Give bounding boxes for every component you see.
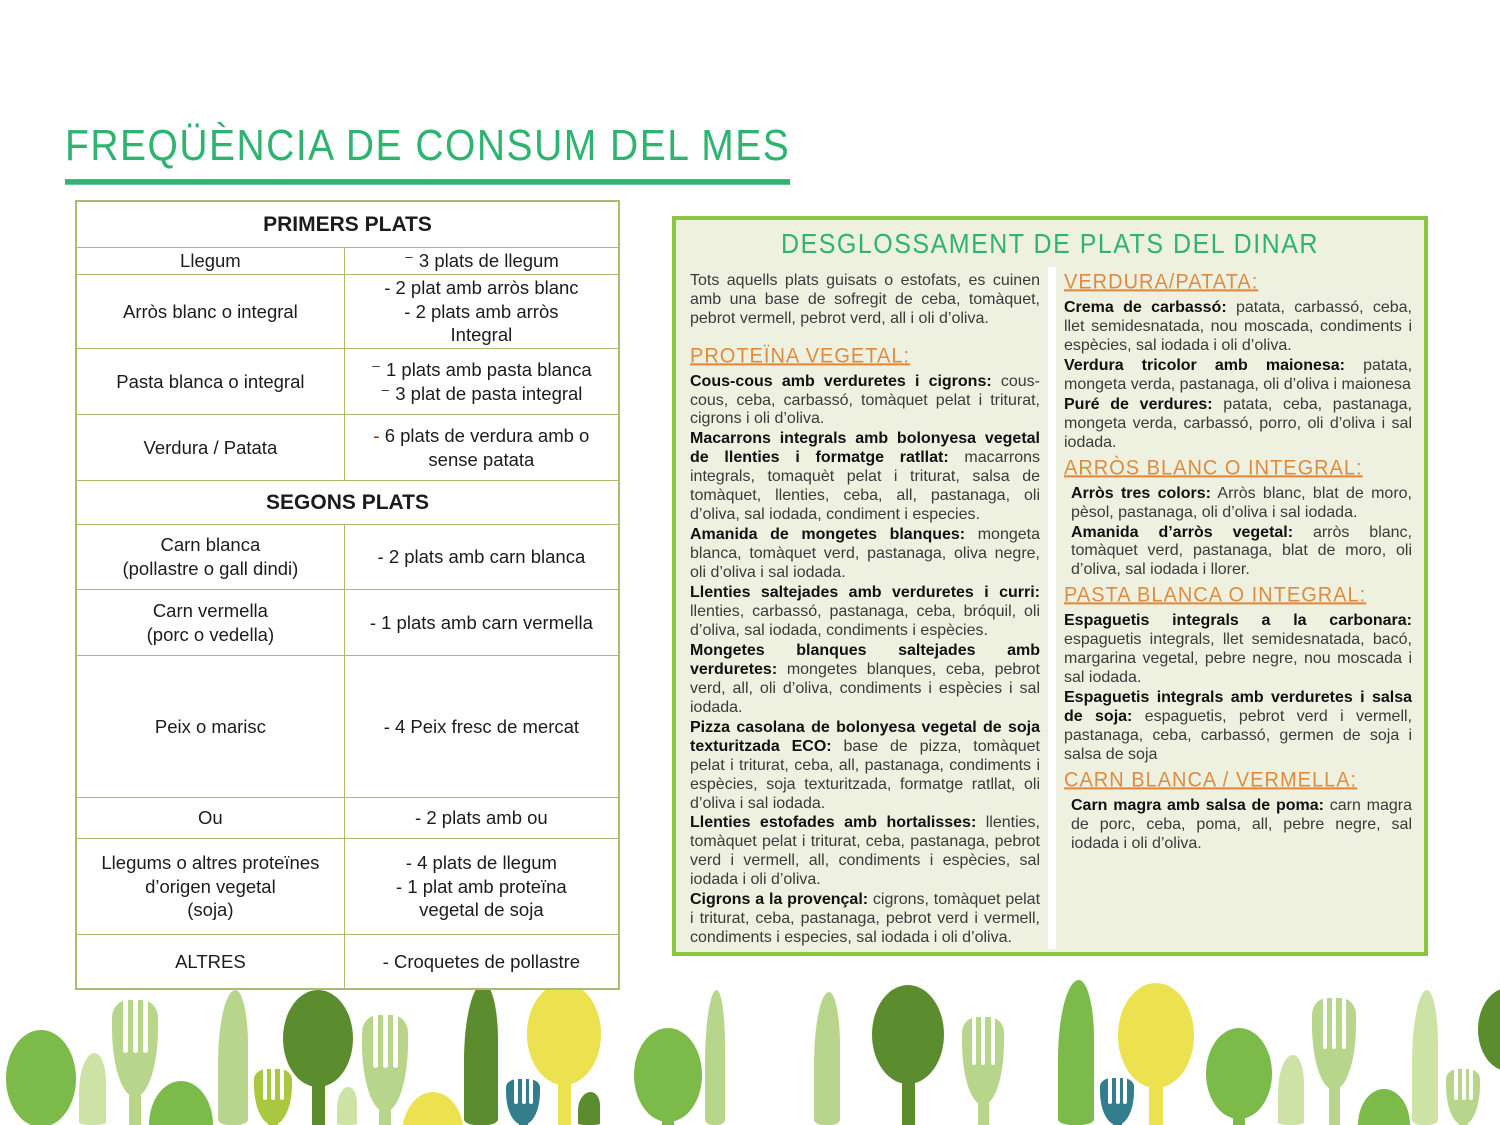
panel-right-blocks <box>1064 271 1412 854</box>
fork-tine-gap <box>1454 1069 1458 1100</box>
item-cell <box>77 248 345 274</box>
fork-handle <box>1329 1084 1340 1125</box>
page-title: FREQÜÈNCIA DE CONSUM DEL MES <box>65 122 790 185</box>
item-line: Peix o marisc <box>154 715 266 737</box>
frequency-cell <box>345 656 618 797</box>
knife-blade <box>1058 980 1094 1125</box>
dish-ingredients: arròs blanc, tomàquet verd, pastanaga, blat de moro, oli d’oliva, sal iodada i llorer. <box>1071 523 1412 579</box>
frequency-line: ⁻ 3 plat de pasta integral <box>380 382 583 404</box>
item-cell <box>77 590 345 655</box>
dish-entry <box>690 584 1040 641</box>
dish-name: Espaguetis integrals amb verduretes i salsa de soja: <box>1064 689 1412 726</box>
frequency-line: ⁻ 1 plats amb pasta blanca <box>371 358 592 380</box>
category-heading: CARN BLANCA / VERMELLA: <box>1064 768 1358 792</box>
dish-ingredients: cigrons, tomàquet pelat i triturat, ceba, pastanaga, pebrot verd i vermell, condiments i especies, sal iodada i oli d’oliva. <box>690 891 1041 947</box>
fork-tine-gap <box>1469 1069 1473 1100</box>
dish-entry <box>690 814 1040 890</box>
spoon-shape <box>1358 1089 1410 1125</box>
fork-tine-gap <box>991 1017 995 1065</box>
panel-title: DESGLOSSAMENT DE PLATS DEL DINAR <box>781 228 1319 260</box>
item-cell <box>77 839 345 934</box>
dish-entry <box>1064 689 1412 765</box>
table-row <box>77 247 618 274</box>
dish-name: Cigrons a la provençal: <box>690 891 869 909</box>
table-row <box>77 589 618 655</box>
dish-name: Mongetes blanques saltejades amb verduretes: <box>690 641 1040 678</box>
spoon-shape <box>872 985 944 1125</box>
frequency-line: Integral <box>450 324 513 346</box>
fork-shape <box>1312 998 1356 1125</box>
frequency-line: - 6 plats de verdura amb o <box>373 424 590 446</box>
red-dash: - <box>373 424 385 446</box>
fork-tine-gap <box>981 1017 985 1065</box>
frequency-line: - 2 plats amb carn blanca <box>377 546 586 568</box>
item-line: (soja) <box>187 899 234 921</box>
fork-tine-gap <box>972 1017 976 1065</box>
dish-ingredients: espaguetis, pebrot verd i vermell, pastanaga, ceba, carbassó, germen de soja i salsa de soja <box>1064 708 1412 764</box>
table-row <box>77 348 618 414</box>
frequency-cell <box>345 590 618 655</box>
item-line: ALTRES <box>175 950 246 972</box>
knife-blade <box>1412 990 1438 1125</box>
knife-shape <box>218 990 248 1125</box>
frequency-cell <box>345 935 618 988</box>
dish-ingredients: carn magra de porc, ceba, poma, all, pebre negre, sal iodada i oli d’oliva. <box>1071 797 1412 852</box>
item-line: (porc o vedella) <box>146 623 275 645</box>
knife-blade <box>79 1053 106 1125</box>
spoon-handle <box>558 1077 571 1125</box>
dish-name: Llenties saltejades amb verduretes i curri: <box>690 584 1040 602</box>
dish-ingredients: patata, mongeta verda, pastanaga, oli d’oliva i maionesa <box>1064 356 1413 393</box>
section-label: PRIMERS PLATS <box>263 212 432 236</box>
fork-tine-gap <box>143 1000 148 1053</box>
spoon-bowl <box>1478 988 1500 1071</box>
dish-name: Llenties estofades amb hortalisses: <box>690 814 977 832</box>
spoon-bowl <box>283 990 353 1087</box>
table-row <box>77 524 618 589</box>
spoon-bowl <box>1118 983 1194 1088</box>
item-line: Arròs blanc o integral <box>122 300 298 322</box>
table-row <box>77 274 618 348</box>
knife-shape <box>578 1092 600 1125</box>
knife-blade <box>464 983 498 1125</box>
fork-shape <box>962 1017 1004 1125</box>
frequency-cell <box>345 415 618 480</box>
item-line: Ou <box>198 807 223 829</box>
spoon-handle <box>662 1114 674 1125</box>
spoon-shape <box>634 1028 702 1125</box>
table-row <box>77 797 618 838</box>
frequency-line: - 1 plats amb carn vermella <box>369 611 593 633</box>
frequency-cell <box>345 275 618 348</box>
item-cell <box>77 349 345 414</box>
dish-entry <box>1064 299 1412 356</box>
knife-shape <box>464 983 498 1125</box>
table-row <box>77 655 618 797</box>
fork-handle <box>129 1091 141 1125</box>
dish-entry <box>1064 357 1412 395</box>
spoon-shape <box>1478 988 1500 1125</box>
dish-ingredients: patata, carbassó, ceba, llet semidesnatada, nou moscada, condiments i espècies, sal iodada i oli d’oliva. <box>1064 299 1412 354</box>
dish-name: Verdura tricolor amb maionesa: <box>1064 356 1345 374</box>
dish-name: Arròs tres colors: <box>1071 484 1211 502</box>
spoon-shape <box>6 1030 76 1125</box>
fork-handle <box>268 1119 278 1125</box>
dish-ingredients: base de pizza, tomàquet pelat i triturat, ceba, all, pastanaga, condiments i espècies, soja texturitzada, formatge ratllat, oli d’oliva i sal iodada. <box>690 737 1040 812</box>
fork-tine-gap <box>271 1069 275 1100</box>
knife-shape <box>705 990 725 1125</box>
dish-ingredients: mongeta blanca, tomàquet verd, pastanaga, oliva negre, oli d’oliva i sal iodada. <box>690 526 1040 582</box>
spoon-shape <box>149 1081 213 1125</box>
fork-tine-gap <box>383 1015 388 1068</box>
spoon-handle <box>1233 1111 1245 1125</box>
knife-shape <box>337 1087 357 1125</box>
fork-tine-gap <box>133 1000 138 1053</box>
fork-tine-gap <box>1462 1069 1466 1100</box>
frequency-table <box>75 200 620 990</box>
fork-tine-gap <box>1323 998 1327 1049</box>
frequency-cell <box>345 525 618 589</box>
dish-name: Espaguetis integrals a la carbonara: <box>1064 612 1412 630</box>
frequency-line: ⁻ 3 plats de llegum <box>403 250 559 272</box>
item-cell <box>77 935 345 988</box>
item-line: (pollastre o gall dindi) <box>122 558 299 579</box>
spoon-bowl <box>872 985 944 1084</box>
spoon-handle <box>1149 1080 1163 1125</box>
dish-name: Cous-cous amb verduretes i cigrons: <box>690 372 992 390</box>
frequency-cell <box>345 798 618 838</box>
dish-name: Amanida d’arròs vegetal: <box>1071 523 1294 541</box>
frequency-line: - 2 plat amb arròs blanc <box>384 277 579 298</box>
dish-entry <box>1064 612 1412 688</box>
fork-handle <box>1459 1119 1468 1125</box>
dish-name: Pizza casolana de bolonyesa vegetal de soja texturitzada ECO: <box>690 718 1040 755</box>
knife-blade <box>578 1092 600 1125</box>
item-line: Pasta blanca o integral <box>116 370 305 392</box>
category-heading: VERDURA/PATATA: <box>1064 270 1259 294</box>
spoon-bowl <box>6 1030 76 1125</box>
knife-shape <box>814 992 840 1125</box>
panel-intro: Tots aquells plats guisats o estofats, es cuinen amb una base de sofregit de ceba, tomàquet, pebrot vermell, pebrot verd, all i oli d’oliva. <box>690 272 1040 328</box>
fork-tine-gap <box>1342 998 1346 1049</box>
category-heading: PASTA BLANCA O INTEGRAL: <box>1064 583 1367 607</box>
table-row <box>77 838 618 934</box>
spoon-bowl <box>634 1028 702 1122</box>
dish-ingredients: cous- cous, ceba, carbassó, tomàquet pelat i triturat, cigrons i oli d’oliva. <box>690 372 1040 428</box>
item-cell <box>77 415 345 480</box>
spoon-bowl <box>527 983 601 1085</box>
fork-tine-gap <box>263 1069 267 1100</box>
knife-blade <box>337 1087 357 1125</box>
dish-ingredients: Arròs blanc, blat de moro, pèsol, pastanaga, oli d’oliva i sal iodada. <box>1071 484 1413 521</box>
table-row <box>77 934 618 988</box>
table-section-row <box>77 480 618 524</box>
panel-left-column <box>690 267 1046 949</box>
frequency-line: - 4 Peix fresc de mercat <box>383 715 580 737</box>
item-line: Llegum <box>180 250 241 272</box>
item-cell <box>77 275 345 348</box>
spoon-shape <box>1118 983 1194 1125</box>
fork-tine-gap <box>123 1000 128 1053</box>
dish-ingredients: macarrons integrals, tomaquèt pelat i triturat, salsa de tomàquet, llenties, ceba, all, pastanaga, oli d’oliva, sal iodada, condiment i especies. <box>690 449 1040 524</box>
fork-handle <box>379 1106 391 1125</box>
item-line: Carn vermella <box>152 599 268 621</box>
table-section-row <box>77 202 618 247</box>
item-line: Verdura / Patata <box>143 436 278 458</box>
spoon-shape <box>402 1092 464 1125</box>
spoon-bowl <box>402 1092 464 1125</box>
column-divider <box>1048 267 1056 949</box>
fork-tine-gap <box>1108 1078 1112 1104</box>
spoon-shape <box>1206 1028 1272 1125</box>
spoon-handle <box>312 1079 325 1125</box>
frequency-cell <box>345 248 618 274</box>
spoon-bowl <box>1206 1028 1272 1119</box>
fork-shape <box>1446 1069 1480 1125</box>
panel-right-column <box>1058 267 1412 949</box>
frequency-cell <box>345 839 618 934</box>
dish-name: Carn magra amb salsa de poma: <box>1071 797 1324 815</box>
frequency-line: vegetal de soja <box>419 899 544 921</box>
dish-entry <box>1064 396 1412 453</box>
fork-tine-gap <box>373 1015 378 1068</box>
fork-tine-gap <box>393 1015 398 1068</box>
spoon-bowl <box>149 1081 213 1125</box>
item-line: Carn blanca <box>160 534 261 556</box>
frequency-line: - 1 plat amb proteïna <box>396 875 567 897</box>
dish-name: Macarrons integrals amb bolonyesa vegetal de llenties i formatge ratllat: <box>690 430 1040 467</box>
cutlery-border-decoration <box>0 978 1500 1125</box>
spoon-bowl <box>1358 1089 1410 1125</box>
knife-blade <box>1278 1055 1304 1125</box>
frequency-line: - Croquetes de pollastre <box>382 950 581 972</box>
knife-shape <box>79 1053 106 1125</box>
knife-blade <box>218 990 248 1125</box>
panel-columns <box>676 263 1424 949</box>
fork-handle <box>978 1099 989 1125</box>
spoon-handle <box>902 1076 915 1125</box>
knife-blade <box>814 992 840 1125</box>
dish-entry <box>690 891 1040 948</box>
frequency-line: - 4 plats de llegum <box>405 851 557 873</box>
dish-ingredients: espaguetis integrals, llet semidesnatada, bacó, margarina vegetal, pebre negre, nou moscada i sal iodada. <box>1064 631 1412 687</box>
dish-entry <box>690 526 1040 583</box>
dish-entry <box>690 719 1040 814</box>
dish-ingredients: llenties, tomàquet pelat i triturat, ceba, pastanaga, pebrot verd i vermell, all, condiments i espècies, sal iodada i oli d’oliva. <box>690 814 1040 889</box>
dish-entry <box>1064 485 1412 523</box>
panel-left-blocks <box>690 345 1040 949</box>
item-cell <box>77 656 345 797</box>
knife-shape <box>1278 1055 1304 1125</box>
dish-entry <box>690 430 1040 525</box>
dish-entry <box>690 373 1040 430</box>
dish-name: Amanida de mongetes blanques: <box>690 526 966 544</box>
category-heading: PROTEÏNA VEGETAL: <box>690 343 911 368</box>
knife-shape <box>1412 990 1438 1125</box>
dish-name: Puré de verdures: <box>1064 395 1213 413</box>
frequency-line: - 2 plats amb ou <box>415 807 548 829</box>
item-line: Llegums o altres proteïnes <box>101 851 320 873</box>
item-cell <box>77 525 345 589</box>
spoon-handle <box>35 1119 48 1125</box>
dish-ingredients: llenties, carbassó, pastanaga, ceba, bróquil, oli d’oliva, sal iodada, condiments i espècies. <box>690 603 1040 639</box>
dinner-breakdown-panel <box>672 216 1428 956</box>
frequency-cell <box>345 349 618 414</box>
item-line: d’origen vegetal <box>145 875 276 897</box>
frequency-line: sense patata <box>428 448 535 470</box>
knife-shape <box>1058 980 1094 1125</box>
dish-entry <box>1064 524 1412 581</box>
fork-tine-gap <box>522 1079 526 1104</box>
dish-entry <box>1064 797 1412 854</box>
fork-tine-gap <box>1332 998 1336 1049</box>
dish-entry <box>690 642 1040 718</box>
frequency-line: - 2 plats amb arròs <box>404 300 559 322</box>
dish-ingredients: mongetes blanques, ceba, pebrot verd, all, oli d’oliva, condiments i espècies i sal iodada. <box>690 660 1040 716</box>
table-row <box>77 414 618 480</box>
section-label: SEGONS PLATS <box>266 490 429 514</box>
category-heading: ARRÒS BLANC O INTEGRAL: <box>1064 456 1363 480</box>
dish-name: Crema de carbassó: <box>1064 299 1227 316</box>
item-cell <box>77 798 345 838</box>
dish-ingredients: patata, ceba, pastanaga, mongeta verda, carbassó, porro, oli d’oliva i sal iodada. <box>1064 395 1412 451</box>
knife-blade <box>705 990 725 1125</box>
fork-tine-gap <box>514 1079 518 1104</box>
